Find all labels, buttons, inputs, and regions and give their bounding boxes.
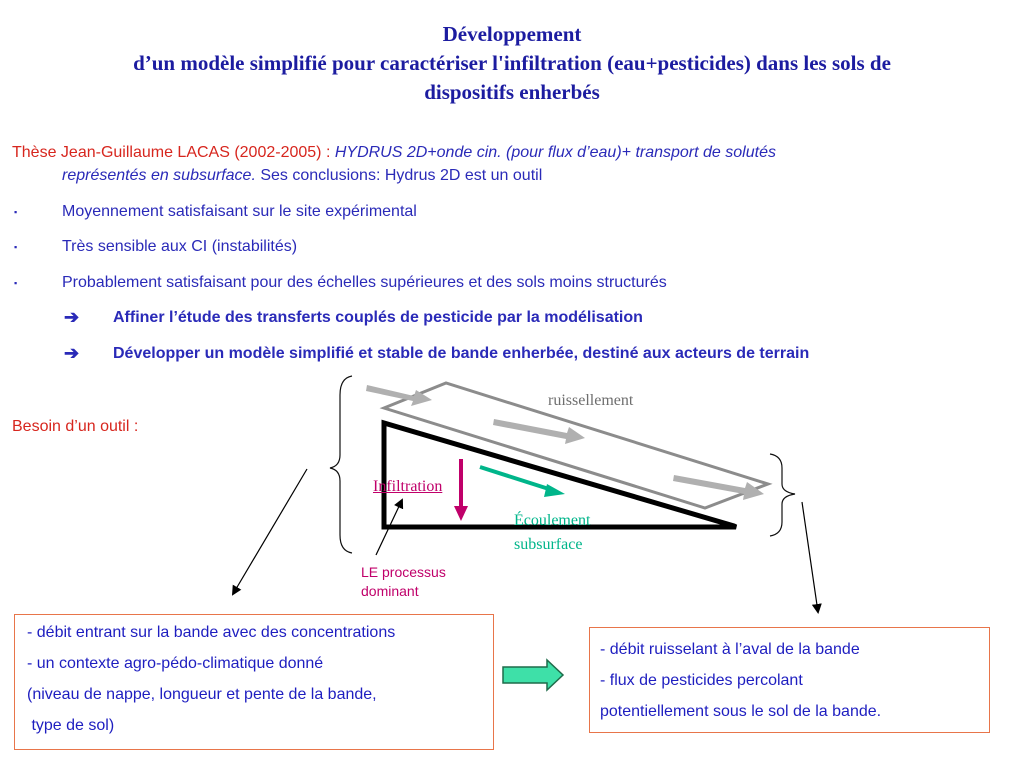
subsurface-label-2: subsurface xyxy=(514,536,583,553)
action-text-1: Affiner l’étude des transferts couplés de pesticide par la modélisation xyxy=(113,309,643,326)
big-green-arrow xyxy=(503,660,563,690)
bullet-text-2: Très sensible aux CI (instabilités) xyxy=(62,238,298,255)
subsurface-label-1: Écoulement xyxy=(514,512,591,529)
title-line-2: d’un modèle simplifié pour caractériser l'infiltration (eau+pesticides) dans les sols de xyxy=(133,51,891,75)
input-box xyxy=(14,614,494,750)
input-line-1: - débit entrant sur la bande avec des concentrations xyxy=(27,624,396,641)
right-pointer xyxy=(802,502,818,612)
title-line-3: dispositifs enherbés xyxy=(424,80,600,104)
bullet-text-3: Probablement satisfaisant pour des échelles supérieures et des sols moins structurés xyxy=(62,274,667,291)
runoff-label: ruissellement xyxy=(548,392,634,409)
need-label: Besoin d’un outil : xyxy=(12,418,139,435)
process-label-1: LE processus xyxy=(361,564,446,580)
infiltration-arrow xyxy=(454,459,468,521)
thesis-method: HYDRUS 2D+onde cin. (pour flux d’eau)+ transport de solutés xyxy=(334,144,776,161)
action-text-2: Développer un modèle simplifié et stable de bande enherbée, destiné aux acteurs de terrain xyxy=(113,345,810,362)
output-box xyxy=(589,627,990,733)
bullet-marker-1: ▪ xyxy=(14,207,18,217)
right-brace xyxy=(770,454,795,536)
thesis-conclusion: Ses conclusions: Hydrus 2D est un outil xyxy=(255,167,543,184)
input-line-3: (niveau de nappe, longueur et pente de la bande, xyxy=(27,686,377,703)
input-line-2: - un contexte agro-pédo-climatique donné xyxy=(27,655,324,672)
left-pointer xyxy=(233,469,307,594)
output-line-3: potentiellement sous le sol de la bande. xyxy=(600,703,882,720)
right-arrow-icon: ➔ xyxy=(64,307,80,327)
bullet-marker-2: ▪ xyxy=(14,242,18,252)
thesis-method-2: représentés en subsurface. xyxy=(62,167,256,184)
input-line-4: type de sol) xyxy=(27,717,115,734)
bullet-marker-3: ▪ xyxy=(14,278,18,288)
process-label-2: dominant xyxy=(361,583,419,599)
title-line-1: Développement xyxy=(442,22,582,46)
left-brace xyxy=(330,376,352,553)
bullet-text-1: Moyennement satisfaisant sur le site expérimental xyxy=(62,203,417,220)
right-arrow-icon: ➔ xyxy=(64,343,80,363)
infiltration-label: Infiltration xyxy=(373,478,443,495)
thesis-author: Thèse Jean-Guillaume LACAS (2002-2005) : xyxy=(12,144,335,161)
output-line-1: - débit ruisselant à l’aval de la bande xyxy=(600,641,860,658)
output-line-2: - flux de pesticides percolant xyxy=(600,672,803,689)
